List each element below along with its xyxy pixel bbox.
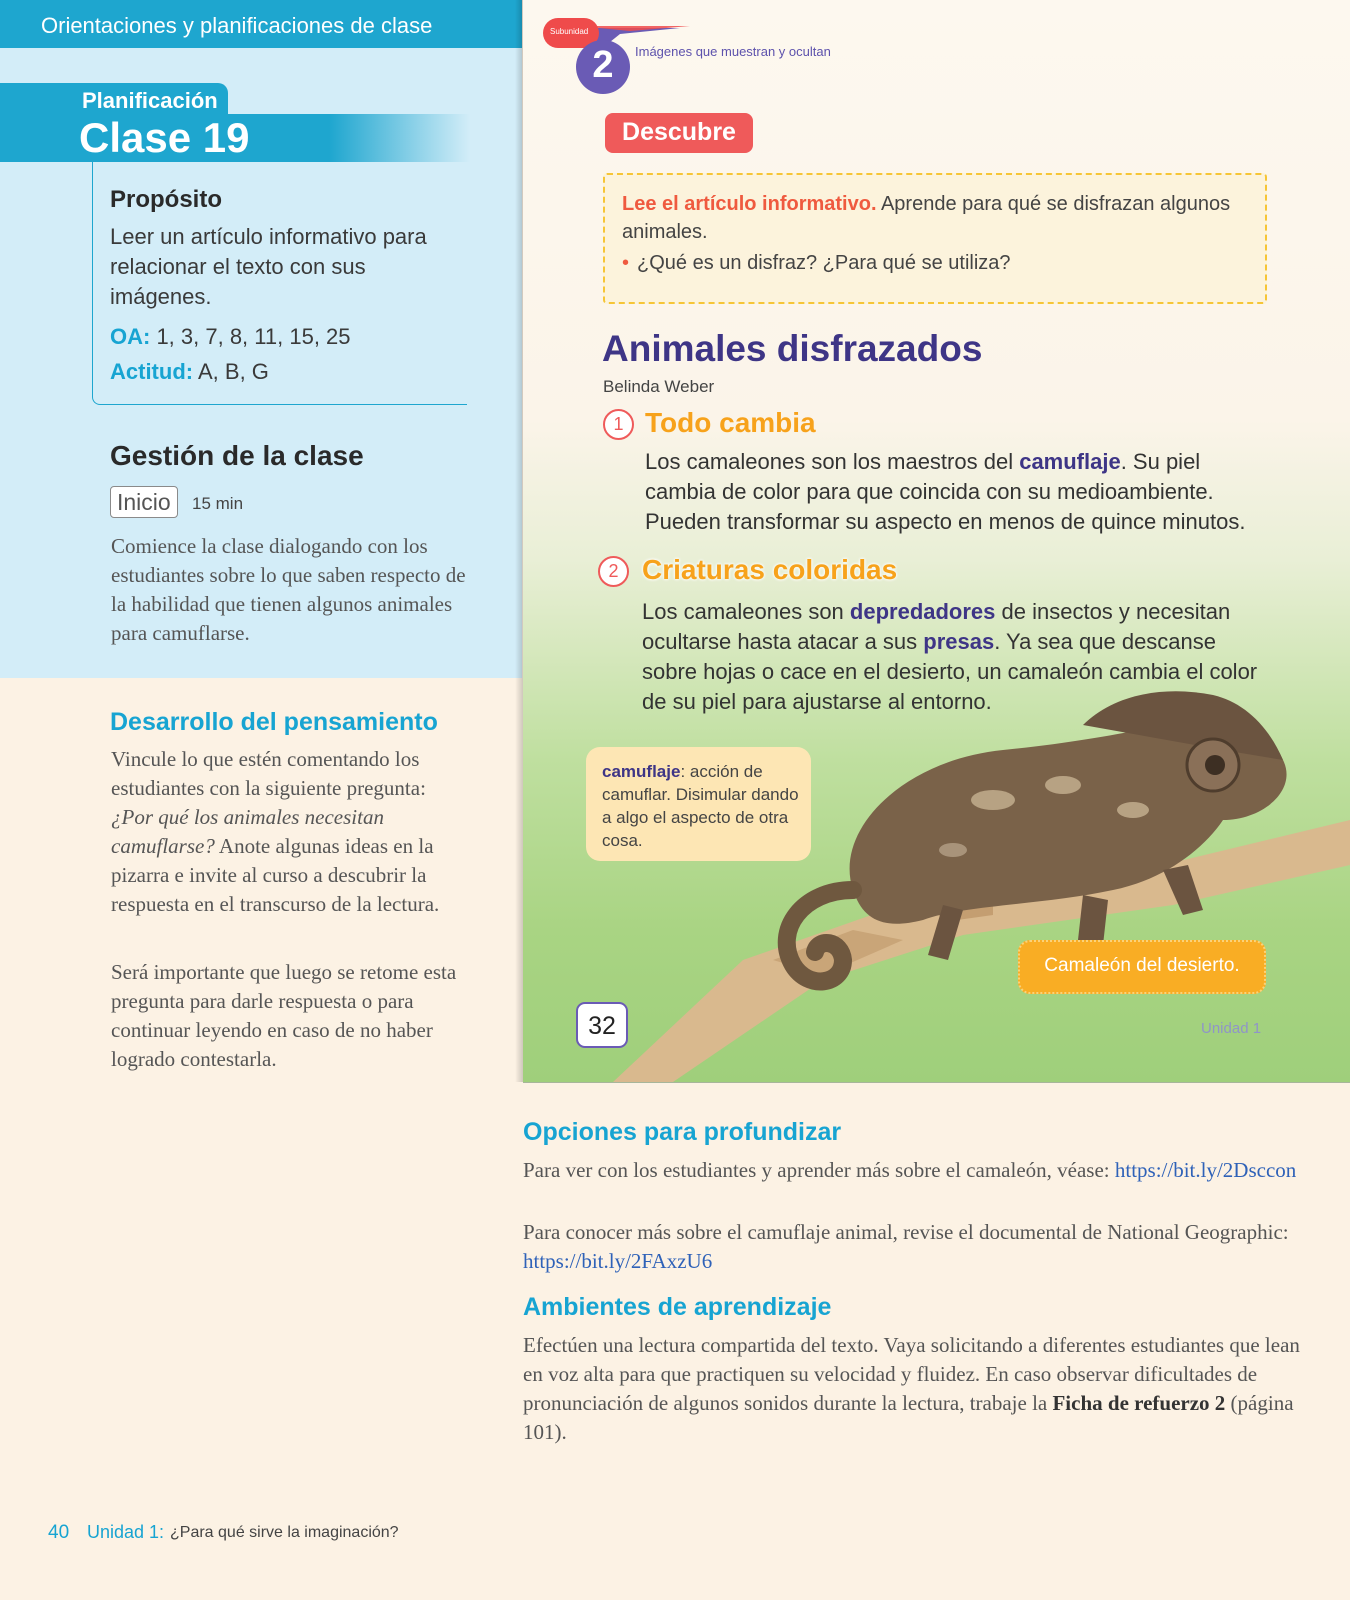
student-page-number-box (576, 1002, 628, 1048)
attitude-value: A, B, G (193, 359, 269, 384)
section-text: de insectos y necesitan ocultarse hasta atacar a sus (642, 599, 1231, 654)
paragraph-text: Vincule lo que estén comentando los estudiantes con la siguiente pregunta: (111, 747, 426, 800)
subunit-tag-label: Subunidad (550, 27, 589, 36)
option-text: Para conocer más sobre el camuflaje animal, revise el documental de National Geographic: (523, 1220, 1289, 1244)
glossary-term: camuflaje (602, 762, 681, 781)
stage-badge: Inicio (110, 486, 178, 518)
oa-value: 1, 3, 7, 8, 11, 15, 25 (150, 324, 351, 349)
section-badge (605, 113, 753, 153)
subunit-number: 2 (592, 44, 614, 86)
paragraph-text: Anote algunas ideas en la pizarra e invite al curso a descubrir la respuesta en el transcurso de la lectura. (111, 834, 440, 916)
article-author: Belinda Weber (603, 377, 715, 396)
header-title: Orientaciones y planificaciones de clase (41, 13, 433, 38)
footer-unit-question: ¿Para qué sirve la imaginación? (170, 1524, 399, 1541)
purpose-text: Leer un artículo informativo para relacionar el texto con sus imágenes. (110, 224, 427, 309)
deepening-option-1 (523, 1156, 1323, 1185)
section-number-1: 1 (603, 409, 634, 440)
thinking-development-title: Desarrollo del pensamiento (110, 708, 438, 736)
task-instruction-rest: Aprende para qué se disfrazan algunos animales. (622, 193, 1231, 243)
class-title: Clase 19 (79, 114, 250, 161)
section-number-2: 2 (598, 556, 629, 587)
subunit-number-badge (576, 40, 630, 94)
environment-text: (página 101). (523, 1391, 1294, 1444)
learning-environments-text (523, 1331, 1323, 1447)
article-title: Animales disfrazados (602, 328, 983, 369)
reinforcement-sheet-ref: Ficha de refuerzo 2 (1052, 1391, 1226, 1415)
attitude-line (110, 359, 269, 385)
deepening-options-title: Opciones para profundizar (523, 1118, 842, 1146)
section-text-1 (645, 447, 1275, 537)
guiding-question: ¿Por qué los animales necesitan camuflarse? (111, 805, 384, 858)
class-management-text: Comience la clase dialogando con los estudiantes sobre lo que saben respecto de la habilidad que tienen algunos animales para camuflarse. (111, 534, 466, 645)
thinking-development-paragraph (111, 745, 466, 919)
task-question (622, 252, 1011, 275)
page-shadow (515, 0, 523, 1082)
key-term: presas (923, 629, 995, 654)
environment-text: Efectúen una lectura compartida del texto. Vaya solicitando a diferentes estudiantes que lean en voz alta para que practiquen su velocidad y fluidez. En caso observar dificultades de pronunciación de algunos sonidos durante la lectura, trabaje la (523, 1333, 1300, 1415)
class-management-title: Gestión de la clase (110, 440, 364, 471)
footer-unit-label: Unidad 1: (87, 1522, 165, 1542)
key-term: depredadores (849, 599, 996, 624)
deepening-option-2 (523, 1218, 1323, 1276)
section-badge-label: Descubre (622, 118, 736, 146)
section-text: . Su piel cambia de color para que coincida con su medioambiente. Pueden transformar su aspecto en menos de quince minutos. (645, 449, 1246, 534)
section-title-2: Criaturas coloridas (642, 554, 898, 585)
student-page-unit-label: Unidad 1 (1201, 1020, 1262, 1037)
photo-caption-text: Camaleón del desierto. (1044, 955, 1240, 976)
section-text: . Ya sea que descanse sobre hojas o cace en el desierto, un camaleón cambia el color de su piel para ajustarse al entorno. (642, 629, 1258, 714)
key-term: camuflaje (1019, 449, 1121, 474)
photo-caption (1018, 940, 1266, 994)
stage-duration: 15 min (192, 494, 244, 513)
planning-tab-label: Planificación (82, 88, 218, 113)
section-title-1: Todo cambia (645, 407, 816, 438)
section-text: Los camaleones son los maestros del (645, 449, 1020, 474)
task-instruction-bold: Lee el artículo informativo. (622, 193, 877, 215)
learning-environments-title: Ambientes de aprendizaje (523, 1293, 832, 1321)
purpose-title: Propósito (110, 186, 222, 213)
section-text: Los camaleones son (642, 599, 850, 624)
task-instruction (622, 190, 1242, 246)
oa-label: OA: (110, 324, 151, 349)
student-page-number: 32 (588, 1012, 616, 1040)
thinking-development-paragraph-2: Será importante que luego se retome esta pregunta para darle respuesta o para continuar leyendo en caso de no haber logrado contestarla. (111, 960, 457, 1071)
task-question-text: ¿Qué es un disfraz? ¿Para qué se utiliza? (637, 252, 1011, 274)
glossary-definition: : acción de camuflar. Disimular dando a algo el aspecto de otra cosa. (602, 762, 799, 850)
class-banner (0, 114, 470, 162)
camaleon-link[interactable]: https://bit.ly/2Dsccon (1114, 1158, 1297, 1182)
subunit-title: Imágenes que muestran y ocultan (635, 44, 831, 59)
header-bar (0, 0, 522, 48)
attitude-label: Actitud: (110, 359, 194, 384)
bullet-icon: • (622, 252, 630, 274)
planning-tab (0, 83, 228, 117)
footer-page-number: 40 (48, 1522, 70, 1543)
documentary-link[interactable]: https://bit.ly/2FAxzU6 (523, 1249, 713, 1273)
oa-line (110, 324, 351, 350)
glossary-text (602, 760, 802, 852)
option-text: Para ver con los estudiantes y aprender más sobre el camaleón, véase: (523, 1158, 1115, 1182)
